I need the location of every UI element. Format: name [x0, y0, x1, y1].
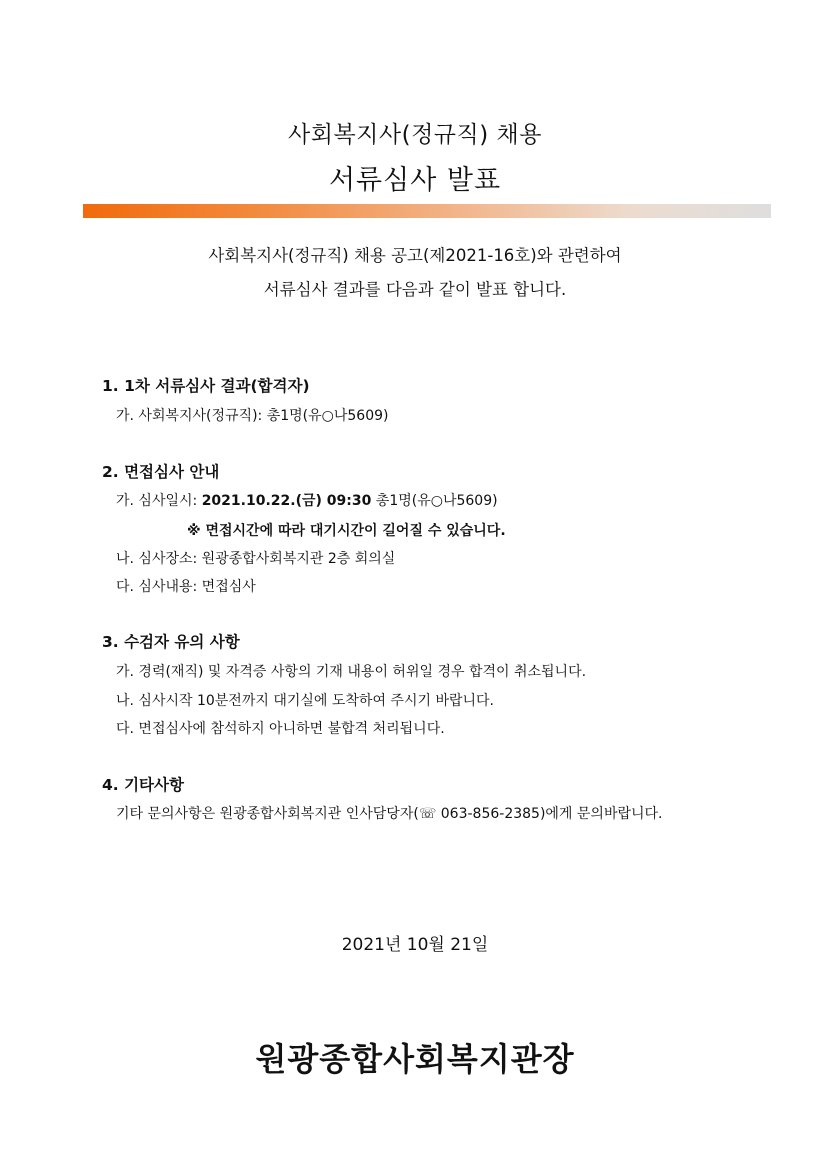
schedule-datetime: 2021.10.22.(금) 09:30 [201, 493, 372, 509]
section-2-item-a [116, 490, 498, 510]
section-3-item-c: 다. 면접심사에 참석하지 아니하면 불합격 처리됩니다. [116, 721, 445, 737]
schedule-label: 가. 심사일시: [116, 493, 202, 509]
organization-name: 원광종합사회복지관장 [255, 1040, 575, 1078]
section-4-item: 기타 문의사항은 원광종합사회복지관 인사담당자(☏ 063-856-2385)에게 문의바랍니다. [116, 806, 663, 822]
intro-line1: 사회복지사(정규직) 채용 공고(제2021-16호)와 관련하여 [208, 246, 622, 265]
title-line1: 사회복지사(정규직) 채용 [288, 122, 542, 148]
page-title: 서류심사 발표 [328, 165, 502, 196]
section-1-item-a: 가. 사회복지사(정규직): 총1명(유○나5609) [116, 408, 389, 424]
section-3-item-b: 나. 심사시작 10분전까지 대기실에 도착하여 주시기 바랍니다. [116, 693, 494, 709]
section-2-item-b: 나. 심사장소: 원광종합사회복지관 2층 회의실 [116, 551, 396, 567]
section-1-heading: 1. 1차 서류심사 결과(합격자) [102, 377, 310, 395]
schedule-count: 총1명(유○나5609) [371, 493, 498, 509]
section-3-heading: 3. 수검자 유의 사항 [102, 633, 240, 651]
announcement-date: 2021년 10월 21일 [341, 935, 489, 955]
section-2-note: ※ 면접시간에 따라 대기시간이 길어질 수 있습니다. [187, 523, 506, 539]
intro-line2: 서류심사 결과를 다음과 같이 발표 합니다. [263, 280, 567, 299]
accent-divider-bar [83, 204, 771, 218]
section-4-heading: 4. 기타사항 [102, 776, 184, 794]
section-3-item-a: 가. 경력(재직) 및 자격증 사항의 기재 내용이 허위일 경우 합격이 취소됩니다. [116, 664, 587, 680]
section-2-heading: 2. 면접심사 안내 [102, 463, 220, 481]
section-2-item-c: 다. 심사내용: 면접심사 [116, 579, 256, 595]
